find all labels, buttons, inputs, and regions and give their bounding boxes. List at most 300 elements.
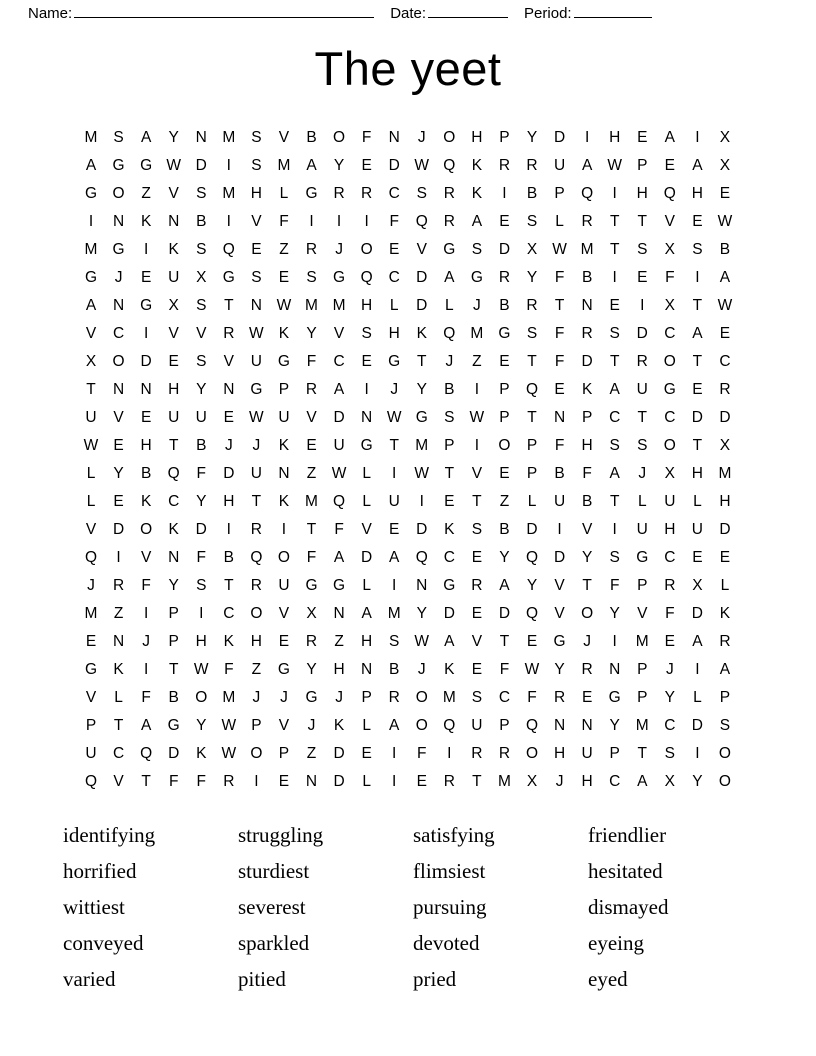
word-list-item[interactable]: varied <box>63 967 116 992</box>
grid-cell[interactable]: S <box>637 436 648 454</box>
grid-cell[interactable]: N <box>112 632 125 650</box>
grid-cell[interactable]: Y <box>196 380 207 398</box>
grid-cell[interactable]: S <box>196 576 207 594</box>
grid-cell[interactable]: J <box>665 660 674 678</box>
grid-cell[interactable]: M <box>84 604 98 622</box>
grid-cell[interactable]: X <box>526 240 538 258</box>
grid-cell[interactable]: G <box>250 380 263 398</box>
grid-cell[interactable]: T <box>472 772 482 790</box>
word-list-item[interactable]: pried <box>413 967 457 992</box>
grid-cell[interactable]: A <box>444 268 455 286</box>
grid-cell[interactable]: D <box>691 408 703 426</box>
grid-cell[interactable]: C <box>498 688 511 706</box>
grid-cell[interactable]: V <box>581 520 593 538</box>
grid-cell[interactable]: P <box>499 128 510 146</box>
grid-cell[interactable]: W <box>414 156 430 174</box>
grid-cell[interactable]: C <box>719 352 731 370</box>
grid-cell[interactable]: G <box>333 268 346 286</box>
grid-cell[interactable]: L <box>389 296 399 314</box>
word-list-item[interactable]: conveyed <box>63 931 144 956</box>
grid-cell[interactable]: U <box>471 716 483 734</box>
grid-cell[interactable]: E <box>471 548 483 566</box>
grid-cell[interactable]: D <box>581 352 593 370</box>
grid-cell[interactable]: T <box>637 212 647 230</box>
grid-cell[interactable]: I <box>254 772 259 790</box>
grid-cell[interactable]: M <box>387 604 401 622</box>
grid-cell[interactable]: X <box>719 156 731 174</box>
grid-cell[interactable]: I <box>612 184 617 202</box>
grid-cell[interactable]: N <box>553 408 566 426</box>
grid-cell[interactable]: U <box>664 492 676 510</box>
grid-cell[interactable]: G <box>112 240 125 258</box>
grid-cell[interactable]: H <box>609 128 621 146</box>
grid-cell[interactable]: D <box>553 548 566 566</box>
grid-cell[interactable]: M <box>332 296 346 314</box>
grid-cell[interactable]: G <box>415 408 428 426</box>
grid-cell[interactable]: L <box>362 772 371 790</box>
grid-cell[interactable]: A <box>609 380 620 398</box>
grid-cell[interactable]: T <box>499 632 510 650</box>
grid-cell[interactable]: I <box>143 660 149 678</box>
grid-cell[interactable]: H <box>664 520 676 538</box>
grid-cell[interactable]: E <box>361 744 372 762</box>
grid-cell[interactable]: E <box>278 268 290 286</box>
grid-cell[interactable]: O <box>663 352 676 370</box>
grid-cell[interactable]: K <box>444 520 455 538</box>
grid-cell[interactable]: O <box>250 604 263 622</box>
grid-cell[interactable]: C <box>112 744 125 762</box>
grid-cell[interactable]: Y <box>581 548 593 566</box>
grid-cell[interactable]: M <box>470 324 484 342</box>
grid-cell[interactable]: N <box>553 716 566 734</box>
grid-cell[interactable]: W <box>249 324 264 342</box>
grid-cell[interactable]: F <box>196 548 206 566</box>
grid-cell[interactable]: F <box>527 688 537 706</box>
grid-cell[interactable]: I <box>336 212 342 230</box>
grid-cell[interactable]: S <box>113 128 124 146</box>
word-list-item[interactable]: eyeing <box>588 931 644 956</box>
grid-cell[interactable]: V <box>361 520 372 538</box>
name-input-line[interactable] <box>74 4 374 18</box>
grid-cell[interactable]: O <box>415 716 428 734</box>
grid-cell[interactable]: T <box>141 772 151 790</box>
grid-cell[interactable]: Q <box>443 156 456 174</box>
grid-cell[interactable]: D <box>636 324 648 342</box>
grid-cell[interactable]: Q <box>222 240 235 258</box>
grid-cell[interactable]: U <box>553 156 566 174</box>
grid-cell[interactable]: T <box>692 436 703 454</box>
grid-cell[interactable]: M <box>277 156 291 174</box>
grid-cell[interactable]: G <box>636 548 649 566</box>
grid-cell[interactable]: U <box>333 436 345 454</box>
grid-cell[interactable]: R <box>581 212 593 230</box>
grid-cell[interactable]: T <box>582 576 592 594</box>
grid-cell[interactable]: B <box>140 464 152 482</box>
grid-cell[interactable]: R <box>388 688 400 706</box>
grid-cell[interactable]: V <box>223 352 234 370</box>
grid-cell[interactable]: J <box>280 688 288 706</box>
grid-cell[interactable]: Y <box>416 604 427 622</box>
grid-cell[interactable]: J <box>417 660 426 678</box>
grid-cell[interactable]: B <box>196 436 207 454</box>
grid-cell[interactable]: E <box>581 688 593 706</box>
grid-cell[interactable]: A <box>692 632 703 650</box>
grid-cell[interactable]: R <box>443 772 455 790</box>
grid-cell[interactable]: S <box>637 240 648 258</box>
grid-cell[interactable]: I <box>695 268 700 286</box>
grid-cell[interactable]: K <box>416 324 427 342</box>
grid-cell[interactable]: D <box>333 408 345 426</box>
grid-cell[interactable]: J <box>390 380 399 398</box>
grid-cell[interactable]: Z <box>306 744 317 762</box>
grid-cell[interactable]: C <box>223 604 235 622</box>
grid-cell[interactable]: H <box>223 492 235 510</box>
grid-cell[interactable]: X <box>168 296 179 314</box>
grid-cell[interactable]: S <box>251 156 262 174</box>
grid-cell[interactable]: Y <box>526 128 538 146</box>
grid-cell[interactable]: J <box>87 576 95 594</box>
grid-cell[interactable]: I <box>584 128 590 146</box>
grid-cell[interactable]: I <box>502 184 507 202</box>
grid-cell[interactable]: S <box>444 408 455 426</box>
grid-cell[interactable]: E <box>251 240 262 258</box>
word-list-item[interactable]: struggling <box>238 823 324 848</box>
grid-cell[interactable]: B <box>554 464 565 482</box>
grid-cell[interactable]: G <box>663 380 676 398</box>
grid-cell[interactable]: Y <box>664 688 675 706</box>
grid-cell[interactable]: E <box>719 184 731 202</box>
grid-cell[interactable]: A <box>581 156 593 174</box>
grid-cell[interactable]: X <box>664 464 675 482</box>
grid-cell[interactable]: A <box>692 156 703 174</box>
word-list-item[interactable]: pitied <box>238 967 286 992</box>
grid-cell[interactable]: A <box>333 548 345 566</box>
grid-cell[interactable]: L <box>362 492 371 510</box>
grid-cell[interactable]: R <box>361 184 373 202</box>
grid-cell[interactable]: I <box>116 548 121 566</box>
grid-cell[interactable]: O <box>112 352 125 370</box>
grid-cell[interactable]: E <box>499 212 510 230</box>
grid-cell[interactable]: U <box>168 268 180 286</box>
grid-cell[interactable]: I <box>364 212 369 230</box>
grid-cell[interactable]: A <box>719 660 731 678</box>
grid-cell[interactable]: E <box>471 660 483 678</box>
grid-cell[interactable]: K <box>168 520 179 538</box>
grid-cell[interactable]: G <box>277 660 290 678</box>
grid-cell[interactable]: F <box>306 548 317 566</box>
grid-cell[interactable]: I <box>612 632 617 650</box>
grid-cell[interactable]: P <box>719 688 731 706</box>
grid-cell[interactable]: N <box>416 576 428 594</box>
grid-cell[interactable]: Q <box>360 268 373 286</box>
grid-cell[interactable]: B <box>168 688 179 706</box>
grid-cell[interactable]: E <box>113 492 124 510</box>
grid-cell[interactable]: P <box>168 632 179 650</box>
grid-cell[interactable]: Y <box>554 660 565 678</box>
grid-cell[interactable]: J <box>445 352 454 370</box>
grid-cell[interactable]: K <box>444 660 455 678</box>
grid-cell[interactable]: A <box>609 464 620 482</box>
grid-cell[interactable]: K <box>471 184 483 202</box>
grid-cell[interactable]: E <box>223 408 234 426</box>
grid-cell[interactable]: U <box>636 380 648 398</box>
grid-cell[interactable]: Y <box>196 492 207 510</box>
word-list-item[interactable]: horrified <box>63 859 137 884</box>
grid-cell[interactable]: P <box>609 744 620 762</box>
grid-cell[interactable]: R <box>664 576 676 594</box>
grid-cell[interactable]: M <box>497 772 511 790</box>
grid-cell[interactable]: L <box>114 688 123 706</box>
grid-cell[interactable]: D <box>223 464 235 482</box>
grid-cell[interactable]: I <box>226 520 231 538</box>
grid-cell[interactable]: A <box>389 716 400 734</box>
grid-cell[interactable]: V <box>471 632 483 650</box>
grid-cell[interactable]: G <box>470 268 483 286</box>
grid-cell[interactable]: P <box>499 716 510 734</box>
grid-cell[interactable]: I <box>612 268 617 286</box>
grid-cell[interactable]: C <box>112 324 125 342</box>
word-list-item[interactable]: flimsiest <box>413 859 486 884</box>
grid-cell[interactable]: N <box>581 296 593 314</box>
grid-cell[interactable]: Y <box>196 716 207 734</box>
grid-cell[interactable]: R <box>553 688 566 706</box>
grid-cell[interactable]: U <box>278 576 290 594</box>
grid-cell[interactable]: R <box>250 576 262 594</box>
grid-cell[interactable]: M <box>580 240 594 258</box>
grid-cell[interactable]: E <box>499 464 510 482</box>
grid-cell[interactable]: R <box>719 380 731 398</box>
grid-cell[interactable]: A <box>306 156 317 174</box>
grid-cell[interactable]: L <box>693 688 702 706</box>
grid-cell[interactable]: Y <box>499 548 510 566</box>
grid-cell[interactable]: F <box>196 464 206 482</box>
grid-cell[interactable]: T <box>692 296 703 314</box>
grid-cell[interactable]: S <box>526 212 538 230</box>
grid-cell[interactable]: D <box>195 156 207 174</box>
grid-cell[interactable]: V <box>637 604 648 622</box>
grid-cell[interactable]: A <box>333 380 345 398</box>
grid-cell[interactable]: J <box>224 436 233 454</box>
grid-cell[interactable]: R <box>443 184 455 202</box>
grid-cell[interactable]: D <box>333 744 345 762</box>
grid-cell[interactable]: G <box>553 632 566 650</box>
grid-cell[interactable]: Q <box>415 548 428 566</box>
grid-cell[interactable]: D <box>719 520 731 538</box>
grid-cell[interactable]: U <box>250 352 262 370</box>
word-list-item[interactable]: dismayed <box>588 895 669 920</box>
grid-cell[interactable]: Y <box>306 660 317 678</box>
grid-cell[interactable]: S <box>471 240 483 258</box>
grid-cell[interactable]: Q <box>443 716 456 734</box>
grid-cell[interactable]: E <box>609 296 620 314</box>
grid-cell[interactable]: D <box>526 520 538 538</box>
grid-cell[interactable]: J <box>335 240 343 258</box>
grid-cell[interactable]: M <box>222 184 236 202</box>
grid-cell[interactable]: K <box>278 492 290 510</box>
grid-cell[interactable]: F <box>554 352 565 370</box>
grid-cell[interactable]: G <box>498 324 511 342</box>
grid-cell[interactable]: F <box>168 772 179 790</box>
grid-cell[interactable]: S <box>471 520 483 538</box>
grid-cell[interactable]: S <box>719 716 731 734</box>
grid-cell[interactable]: N <box>361 660 373 678</box>
grid-cell[interactable]: Q <box>140 744 153 762</box>
grid-cell[interactable]: N <box>112 212 125 230</box>
grid-cell[interactable]: M <box>635 716 649 734</box>
grid-cell[interactable]: D <box>168 744 180 762</box>
date-input-line[interactable] <box>428 4 508 18</box>
grid-cell[interactable]: X <box>526 772 538 790</box>
grid-cell[interactable]: L <box>555 212 564 230</box>
grid-cell[interactable]: C <box>443 548 455 566</box>
grid-cell[interactable]: U <box>85 744 97 762</box>
grid-cell[interactable]: N <box>609 660 621 678</box>
grid-cell[interactable]: I <box>447 744 452 762</box>
grid-cell[interactable]: K <box>581 380 593 398</box>
grid-cell[interactable]: N <box>305 772 318 790</box>
grid-cell[interactable]: V <box>554 604 565 622</box>
grid-cell[interactable]: C <box>388 268 400 286</box>
grid-cell[interactable]: Q <box>333 492 346 510</box>
grid-cell[interactable]: E <box>140 408 152 426</box>
grid-cell[interactable]: T <box>113 716 124 734</box>
grid-cell[interactable]: U <box>250 464 262 482</box>
grid-cell[interactable]: T <box>224 296 234 314</box>
grid-cell[interactable]: K <box>719 604 731 622</box>
grid-cell[interactable]: Q <box>525 716 539 734</box>
grid-cell[interactable]: F <box>196 772 206 790</box>
grid-cell[interactable]: I <box>419 492 424 510</box>
grid-cell[interactable]: L <box>693 492 702 510</box>
grid-cell[interactable]: E <box>140 268 152 286</box>
grid-cell[interactable]: G <box>305 184 318 202</box>
grid-cell[interactable]: D <box>719 408 731 426</box>
grid-cell[interactable]: D <box>443 604 455 622</box>
grid-cell[interactable]: W <box>83 436 99 454</box>
word-list-item[interactable]: hesitated <box>588 859 663 884</box>
grid-cell[interactable]: A <box>361 604 372 622</box>
grid-cell[interactable]: N <box>223 380 235 398</box>
word-list-item[interactable]: sparkled <box>238 931 310 956</box>
grid-cell[interactable]: C <box>664 324 676 342</box>
grid-cell[interactable]: R <box>250 520 262 538</box>
grid-cell[interactable]: N <box>581 716 593 734</box>
grid-cell[interactable]: S <box>609 436 620 454</box>
grid-cell[interactable]: P <box>526 464 538 482</box>
grid-cell[interactable]: Z <box>251 660 262 678</box>
grid-cell[interactable]: L <box>362 576 371 594</box>
grid-cell[interactable]: W <box>552 240 567 258</box>
grid-cell[interactable]: C <box>609 408 621 426</box>
grid-cell[interactable]: L <box>720 576 730 594</box>
grid-cell[interactable]: C <box>388 184 400 202</box>
grid-cell[interactable]: F <box>306 352 317 370</box>
grid-cell[interactable]: R <box>443 212 455 230</box>
grid-cell[interactable]: W <box>524 660 540 678</box>
grid-cell[interactable]: Z <box>306 464 317 482</box>
grid-cell[interactable]: A <box>140 128 152 146</box>
period-input-line[interactable] <box>574 4 652 18</box>
grid-cell[interactable]: H <box>471 128 483 146</box>
grid-cell[interactable]: N <box>333 604 345 622</box>
grid-cell[interactable]: P <box>361 688 372 706</box>
grid-cell[interactable]: E <box>278 772 290 790</box>
grid-cell[interactable]: F <box>141 576 151 594</box>
grid-cell[interactable]: S <box>196 184 207 202</box>
grid-cell[interactable]: I <box>88 212 94 230</box>
grid-cell[interactable]: P <box>581 408 593 426</box>
grid-cell[interactable]: E <box>361 352 372 370</box>
grid-cell[interactable]: J <box>307 716 316 734</box>
grid-cell[interactable]: R <box>719 632 731 650</box>
grid-cell[interactable]: W <box>386 408 402 426</box>
grid-cell[interactable]: G <box>443 240 456 258</box>
grid-cell[interactable]: C <box>333 352 345 370</box>
grid-cell[interactable]: F <box>554 324 565 342</box>
grid-cell[interactable]: O <box>250 744 263 762</box>
grid-cell[interactable]: S <box>196 352 207 370</box>
grid-cell[interactable]: A <box>389 548 400 566</box>
grid-cell[interactable]: R <box>498 268 511 286</box>
grid-cell[interactable]: O <box>498 436 511 454</box>
grid-cell[interactable]: P <box>499 408 510 426</box>
grid-cell[interactable]: E <box>499 352 510 370</box>
grid-cell[interactable]: F <box>389 212 399 230</box>
grid-cell[interactable]: Y <box>333 156 345 174</box>
grid-cell[interactable]: L <box>86 492 96 510</box>
word-list-item[interactable]: pursuing <box>413 895 487 920</box>
grid-cell[interactable]: K <box>278 436 290 454</box>
grid-cell[interactable]: E <box>389 240 400 258</box>
grid-cell[interactable]: O <box>277 548 290 566</box>
grid-cell[interactable]: G <box>277 352 290 370</box>
grid-cell[interactable]: E <box>664 156 675 174</box>
grid-cell[interactable]: I <box>392 576 397 594</box>
grid-cell[interactable]: A <box>444 632 455 650</box>
grid-cell[interactable]: J <box>473 296 481 314</box>
grid-cell[interactable]: Q <box>581 184 594 202</box>
grid-cell[interactable]: D <box>416 268 428 286</box>
grid-cell[interactable]: I <box>474 436 480 454</box>
grid-cell[interactable]: X <box>664 296 675 314</box>
grid-cell[interactable]: N <box>195 128 207 146</box>
grid-cell[interactable]: B <box>719 240 731 258</box>
grid-cell[interactable]: T <box>168 660 179 678</box>
grid-cell[interactable]: R <box>471 744 483 762</box>
grid-cell[interactable]: M <box>84 128 98 146</box>
grid-cell[interactable]: X <box>664 240 675 258</box>
grid-cell[interactable]: E <box>306 436 317 454</box>
grid-cell[interactable]: E <box>692 548 703 566</box>
grid-cell[interactable]: I <box>474 380 480 398</box>
grid-cell[interactable]: V <box>471 464 483 482</box>
grid-cell[interactable]: K <box>113 660 124 678</box>
grid-cell[interactable]: F <box>224 660 234 678</box>
grid-cell[interactable]: D <box>498 604 511 622</box>
grid-cell[interactable]: H <box>691 464 703 482</box>
grid-cell[interactable]: K <box>140 492 152 510</box>
grid-cell[interactable]: V <box>554 576 565 594</box>
grid-cell[interactable]: V <box>251 212 262 230</box>
grid-cell[interactable]: H <box>691 184 703 202</box>
grid-cell[interactable]: H <box>719 492 731 510</box>
grid-cell[interactable]: D <box>333 772 345 790</box>
grid-cell[interactable]: L <box>527 492 537 510</box>
grid-cell[interactable]: E <box>113 436 124 454</box>
grid-cell[interactable]: X <box>719 128 731 146</box>
grid-cell[interactable]: S <box>526 324 538 342</box>
grid-cell[interactable]: Y <box>168 576 179 594</box>
